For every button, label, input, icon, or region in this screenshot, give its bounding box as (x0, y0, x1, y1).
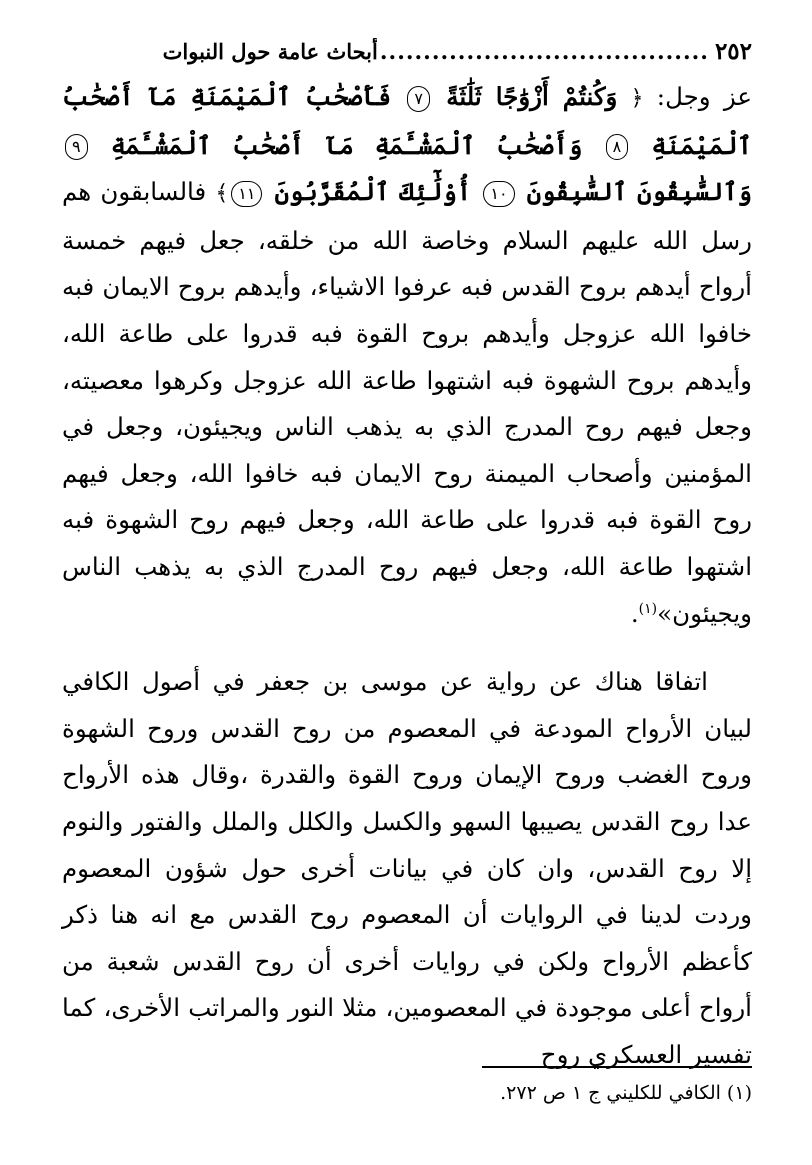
ayah-number-marker: ١٠ (483, 181, 514, 207)
paragraph-2-text: اتفاقا هناك عن رواية عن موسى بن جعفر في أصول الكافي لبيان الأرواح المودعة في المعصوم من روح القدس وروح الشهوة وروح الغضب وروح الإيمان وروح القوة والقدرة ،وقال هذه الأرواح عدا روح القدس يصيبها السهو والكسل والكلل والملل والفتور والنوم إلا روح القدس، وان كان في بيانات أخرى حول شؤون المعصوم وردت لدينا في الروايات أن المعصوم روح القدس مع انه هنا ذكر كأعظم الأرواح ولكن في روايات أخرى أن روح القدس شعبة من أرواح أعلى موجودة في المعصومين، مثلا النور والمراتب الأخرى، كما تفسير العسكري روح (62, 667, 752, 1069)
page (62, 38, 752, 1138)
header-dots: ...................................... (379, 39, 709, 65)
main-text (62, 74, 752, 1078)
footnote-reference: (١) (638, 600, 658, 617)
page-number: ٢٥٢ (714, 38, 752, 65)
quran-verse-11: أُوْلَٰٓئِكَ ٱلْمُقَرَّبُونَ (274, 177, 472, 207)
quran-verse-8: فَأَصْحَٰبُ ٱلْمَيْمَنَةِ مَآ أَصْحَٰبُ ٱلْمَيْمَنَةِ (62, 82, 752, 160)
paragraph-1 (62, 74, 752, 637)
ayah-number-marker: ٨ (606, 134, 629, 160)
ayah-number-marker: ١١ (231, 181, 262, 207)
running-title: أبحاث عامة حول النبوات (162, 39, 378, 64)
paragraph-2 (62, 659, 752, 1078)
paragraph-1-text: فالسابقون هم رسل الله عليهم السلام وخاصة الله من خلقه، جعل فيهم خمسة أرواح أيدهم بروح القدس فبه عرفوا الاشياء، وأيدهم بروح الايمان فبه خافوا الله عزوجل وأيدهم بروح القوة فبه قدروا على طاعة الله، وأيدهم بروح الشهوة فبه اشتهوا طاعة الله عزوجل وكرهوا معصيته، وجعل فيهم روح المدرج الذي به يذهب الناس ويجيئون، وجعل في المؤمنين وأصحاب الميمنة روح الايمان فبه خافوا الله، وجعل فيهم روح القوة فبه قدروا على طاعة الله، وجعل فيهم روح الشهوة فبه اشتهوا طاعة الله، وجعل فيهم روح المدرج الذي به يذهب الناس ويجيئون» (62, 177, 752, 628)
page-header (62, 38, 752, 72)
paragraph-1-end: . (630, 598, 639, 628)
footnote: (١) الكافي للكليني ج ١ ص ٢٧٢. (500, 1082, 752, 1104)
ayah-number-marker: ٧ (407, 86, 430, 112)
paragraph-spacer (62, 637, 752, 659)
footnote-separator (482, 1066, 752, 1068)
quran-verse-10: وَٱلسَّٰبِقُونَ ٱلسَّٰبِقُونَ (526, 177, 752, 207)
quran-close-bracket: ﴾ (215, 181, 229, 207)
quran-verse-7: وَكُنتُمْ أَزْوَٰجًا ثَلَٰثَةً (446, 82, 618, 111)
quran-open-bracket: ﴿ (630, 86, 644, 111)
ayah-number-marker: ٩ (65, 134, 88, 160)
paragraph-lead: عز وجل: (643, 82, 752, 111)
quran-verse-9: وَأَصْحَٰبُ ٱلْمَشْـَٔمَةِ مَآ أَصْحَٰبُ ٱلْمَشْـَٔمَةِ (110, 130, 583, 160)
